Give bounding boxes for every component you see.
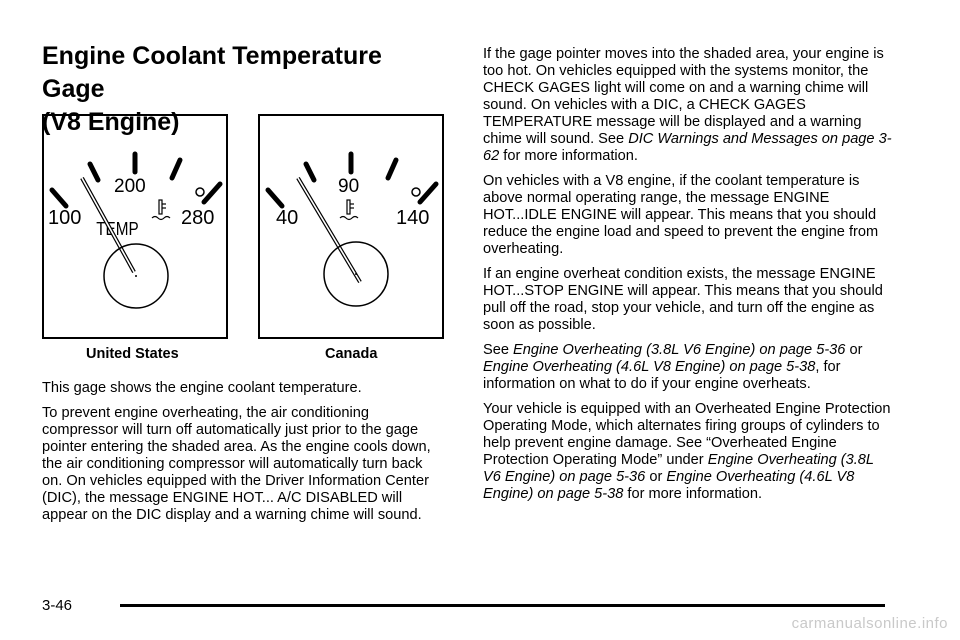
cross-reference-link[interactable]: Engine Overheating (4.6L V8 Engine) on page 5-38 xyxy=(483,469,855,502)
page-number: 3-46 xyxy=(42,597,73,614)
tick-mark xyxy=(172,160,180,178)
paragraph xyxy=(483,342,893,393)
watermark: carmanualsonline.info xyxy=(791,615,948,632)
text: or xyxy=(845,342,863,358)
gauge-us-temp-label: TEMP xyxy=(96,218,139,240)
text: , for information on what to do if your engine overheats. xyxy=(483,359,841,392)
title-line-2: (V8 Engine) xyxy=(42,108,180,136)
paragraph: On vehicles with a V8 engine, if the coolant temperature is above normal operating range, the message ENGINE HOT...IDLE ENGINE will appear. This means that you should reduce the engine load and speed to prevent the engine from overheating. xyxy=(483,173,879,257)
cross-reference-link[interactable]: Engine Overheating (4.6L V8 Engine) on page 5-38 xyxy=(483,359,816,375)
caption-canada: Canada xyxy=(325,346,378,362)
title-line-1: Engine Coolant Temperature Gage xyxy=(42,42,382,103)
gauge-us-high-label: 280 xyxy=(181,207,215,229)
paragraph: If an engine overheat condition exists, the message ENGINE HOT...STOP ENGINE will appear. This means that you should pull off the road, stop your vehicle, and turn off the engine as soon as possible. xyxy=(483,266,883,333)
tick-mark xyxy=(90,164,98,180)
paragraph: To prevent engine overheating, the air conditioning compressor will turn off automatically just prior to the gage pointer entering the shaded area. As the engine cools down, the air conditioning compressor will automatically turn back on. On vehicles equipped with the Driver Information Center (DIC), the message ENGINE HOT... A/C DISABLED will appear on the DIC display and a warning chime will sound. xyxy=(42,405,431,523)
tick-mark xyxy=(388,160,396,178)
paragraph xyxy=(483,46,893,165)
text: for more information. xyxy=(623,486,763,502)
cross-reference-link[interactable]: DIC Warnings and Messages on page 3-62 xyxy=(483,131,892,164)
gauge-ca-low-label: 40 xyxy=(276,207,299,229)
coolant-icon xyxy=(152,200,170,220)
tick-mark xyxy=(420,184,436,202)
tick-mark xyxy=(52,190,66,206)
footer-rule xyxy=(120,604,885,607)
gauge-ca-mid-label: 90 xyxy=(338,176,360,197)
gauge-united-states xyxy=(42,114,228,339)
gauge-canada xyxy=(258,114,444,339)
text: Your vehicle is equipped with an Overheated Engine Protection Operating Mode, which alternates firing groups of cylinders to help prevent engine damage. See “Overheated Engine Protection Operating Mode” under xyxy=(483,401,891,468)
gauge-ca-high-label: 140 xyxy=(396,207,430,229)
text: or xyxy=(645,469,667,485)
tick-mark xyxy=(268,190,282,206)
coolant-icon xyxy=(340,200,358,220)
gauge-us-low-label: 100 xyxy=(48,207,82,229)
text: for more information. xyxy=(499,148,638,164)
right-column xyxy=(483,46,893,511)
paragraph: This gage shows the engine coolant temperature. xyxy=(42,380,362,396)
caption-united-states: United States xyxy=(86,346,179,362)
cross-reference-link[interactable]: Engine Overheating (3.8L V6 Engine) on page 5-36 xyxy=(483,452,874,485)
gauge-illustrations xyxy=(42,114,448,344)
cross-reference-link[interactable]: Engine Overheating (3.8L V6 Engine) on page 5-36 xyxy=(513,342,846,358)
hot-zone-marker xyxy=(412,188,420,196)
hot-zone-marker xyxy=(196,188,204,196)
gauge-us-mid-label: 200 xyxy=(114,176,146,197)
text: See xyxy=(483,342,514,358)
tick-mark xyxy=(204,184,220,202)
paragraph xyxy=(483,401,893,503)
text: If the gage pointer moves into the shaded area, your engine is too hot. On vehicles equipped with the systems monitor, the CHECK GAGES light will come on and a warning chime will sound. On vehicles with a DIC, a CHECK GAGES TEMPERATURE message will be displayed and a warning chime will sound. See xyxy=(483,46,884,147)
gauge-us-drawing xyxy=(44,116,230,341)
gauge-ca-drawing xyxy=(260,116,446,341)
left-column xyxy=(42,380,442,532)
tick-mark xyxy=(306,164,314,180)
